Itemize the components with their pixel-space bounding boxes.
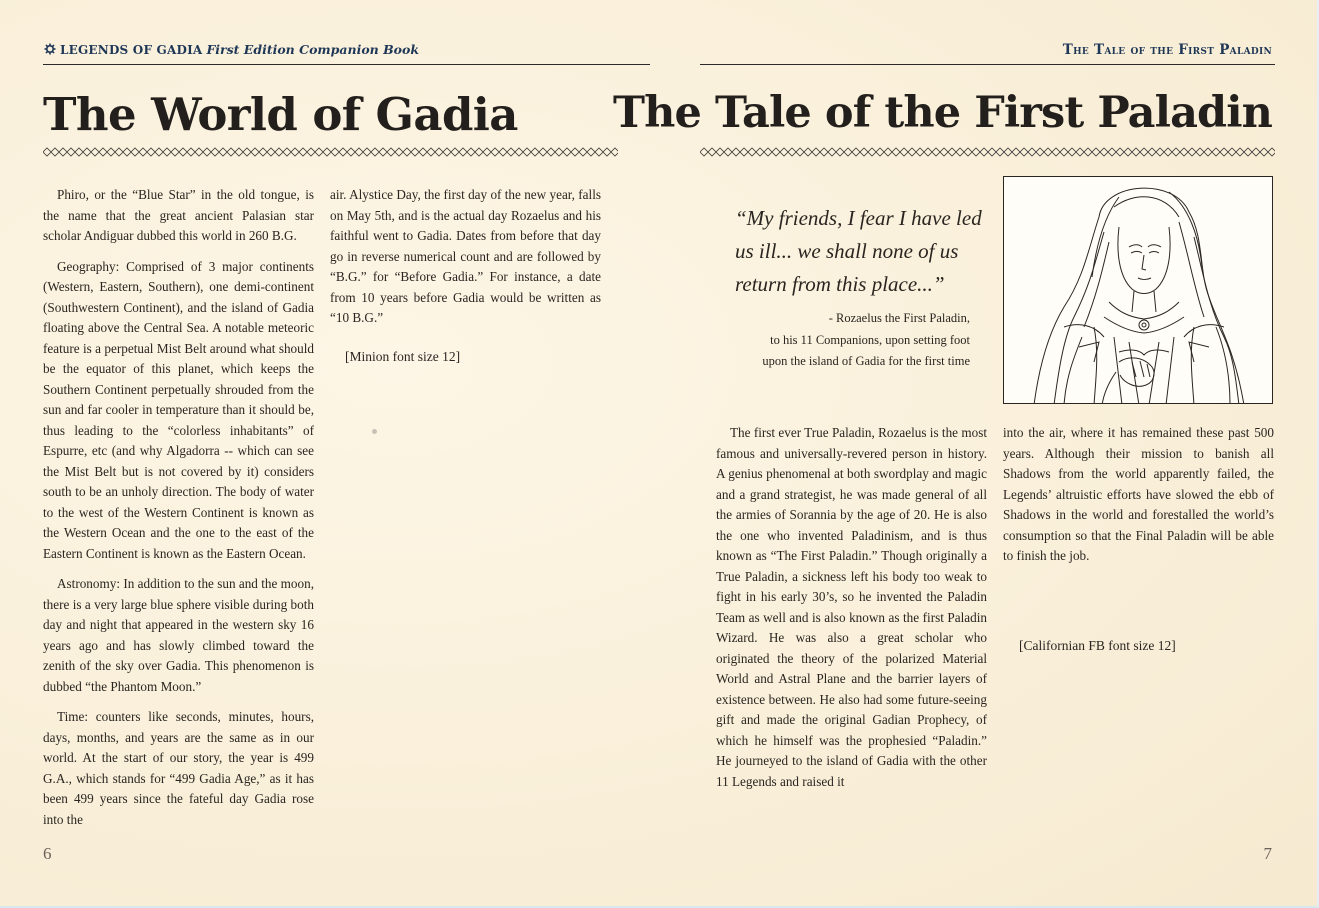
paragraph: Geography: Comprised of 3 major continents (Western, Eastern, Southern), one demi-continent (Southwestern Continent), and the island of Gadia floating above the Central Sea. A notable meteoric feature is a perpetual Mist Belt around what should be the equator of this planet, which keeps the Southern Continent perpetually shrouded from the sun and far cooler in temperature than it should be, thus leading to the “colorless inhabitants” of Espurre, etc (and why Algadorra -- which can see the Mist Belt but is not covered by it) considers south to be an unholy direction. The body of water to the west of the Western Continent is known as the Western Ocean and the one to the east of the Eastern Continent is known as the Eastern Ocean. <box>43 258 314 561</box>
running-head-right: The Tale of the First Paladin <box>1062 42 1272 58</box>
gear-icon <box>44 43 56 55</box>
epigraph-quote: “My friends, I fear I have led us ill... we shall none of us return from this place...” <box>735 206 982 296</box>
ornamental-border-left <box>43 146 618 158</box>
paragraph: The first ever True Paladin, Rozaelus is the most famous and universally-revered person in history. A genius phenomenal at both swordplay and magic and a grand strategist, he was made general of all the armies of Sorannia by the age of 20. He is also the one who invented Paladinism, and is thus known as “The First Paladin.” Though originally a True Paladin, a sickness left his body too weak to fight in his early 30’s, so he invented the Paladin Team as well and is also known as the first Paladin Wizard. He was also a great scholar who originated the theory of the polarized Material World and Astral Plane and the barrier layers of existence between. He also had some future-seeing gift and made the original Gadian Prophecy, of which he himself was the prophesied “Paladin.” He journeyed to the island of Gadia with the other 11 Legends and raised it <box>716 425 987 789</box>
header-rule-left <box>43 64 650 65</box>
paragraph: Astronomy: In addition to the sun and the moon, there is a very large blue sphere visible during both day and night that appeared in the western sky 16 years ago and has slowly climbed toward the zenith of the sky over Gadia. This phenomenon is dubbed “the Phantom Moon.” <box>43 576 314 694</box>
speck <box>372 429 377 434</box>
paragraph: into the air, where it has remained these past 500 years. Although their mission to banish all Shadows from the world apparently failed, the Legends’ altruistic efforts have slowed the ebb of Shadows in the world and forestalled the world’s consumption so that the Final Paladin will be able to finish the job. <box>1003 425 1274 563</box>
book-subtitle: First Edition Companion Book <box>206 42 419 57</box>
portrait-drawing <box>1004 177 1273 404</box>
left-page <box>0 0 650 908</box>
book-brand: LEGENDS OF GADIA <box>60 43 203 57</box>
paragraph: air. Alystice Day, the first day of the new year, falls on May 5th, and is the actual day Rozaelus and his faithful went to Gadia. Dates from before that day go in reverse numerical count and are followed by “B.G.” for “Before Gadia.” For instance, a date from 10 years before Gadia would be written as “10 B.G.” <box>330 187 601 325</box>
paragraph: Time: counters like seconds, minutes, hours, days, months, and years are the same as in our world. At the start of our story, the year is 499 G.A., which stands for “499 Gadia Age,” as it has been 499 years since the fateful day Gadia rose into the <box>43 709 314 827</box>
text-column-3 <box>716 423 987 802</box>
font-note-left: [Minion font size 12] <box>345 349 461 364</box>
chapter-title-right: The Tale of the First Paladin <box>613 88 1272 138</box>
font-note-right: [Californian FB font size 12] <box>1019 638 1176 653</box>
ornamental-border-right <box>700 146 1275 158</box>
page-number-left: 6 <box>43 844 52 863</box>
epigraph-attribution <box>735 308 970 373</box>
text-column-2 <box>330 185 601 339</box>
attribution-line: upon the island of Gadia for the first time <box>762 354 970 368</box>
paladin-portrait-illustration <box>1003 176 1273 404</box>
text-column-1 <box>43 185 314 840</box>
header-rule-right <box>700 64 1275 65</box>
page-number-right: 7 <box>1263 844 1272 863</box>
attribution-line: to his 11 Companions, upon setting foot <box>770 332 970 347</box>
text-column-4 <box>1003 423 1274 577</box>
paragraph: Phiro, or the “Blue Star” in the old tongue, is the name that the great ancient Palasian star scholar Andiguar dubbed this world in 260 B.G. <box>43 187 314 243</box>
running-head-left <box>44 42 419 60</box>
chapter-title-left: The World of Gadia <box>43 88 518 141</box>
attribution-line: - Rozaelus the First Paladin, <box>828 311 970 325</box>
